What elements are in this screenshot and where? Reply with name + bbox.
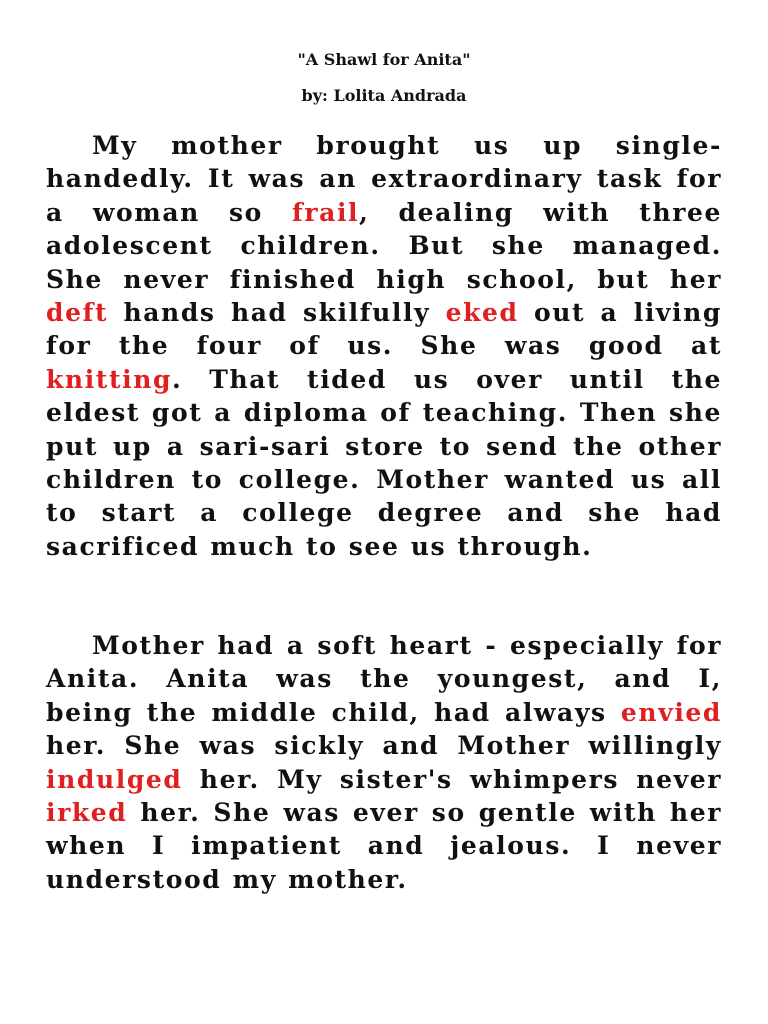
paragraph-1-text-2: , dealing with three adolescent children. But she managed. She never finished high school, but her xyxy=(46,197,722,294)
vocab-word-indulged: indulged xyxy=(46,764,183,794)
paragraph-2-text-2: her. She was sickly and Mother willingly xyxy=(46,731,722,761)
paragraph-2-text-1: Mother had a soft heart - especially for Anita. Anita was the youngest, and I, being the middle child, had always xyxy=(46,631,722,727)
paragraph-1-text-4: out a living for the four of us. She was good at xyxy=(46,298,722,361)
paragraph-1-text-1: My mother brought us up single-handedly. It was an extraordinary task for a woman so xyxy=(46,131,722,227)
paragraph-2-text-3: her. My sister's whimpers never xyxy=(182,764,722,794)
vocab-word-envied: envied xyxy=(620,697,722,727)
story-byline: by: Lolita Andrada xyxy=(301,86,467,105)
vocab-word-frail: frail xyxy=(292,197,360,227)
vocab-word-eked: eked xyxy=(445,298,519,328)
vocab-word-knitting: knitting xyxy=(46,364,173,394)
paragraph-2-text-4: her. She was ever so gentle with her when I impatient and jealous. I never understood my mother. xyxy=(46,798,722,894)
paragraph-1-text-5: . That tided us over until the eldest got a diploma of teaching. Then she put up a sari-sari store to send the other children to college. Mother wanted us all to start a college degree and she had sacrificed much to see us through. xyxy=(46,364,722,561)
story-title: "A Shawl for Anita" xyxy=(297,50,471,69)
paragraph-2 xyxy=(46,629,722,896)
vocab-word-deft: deft xyxy=(46,298,109,328)
paragraph-1-text-3: hands had skilfully xyxy=(108,298,446,328)
vocab-word-irked: irked xyxy=(46,798,128,828)
paragraph-1 xyxy=(46,129,722,563)
